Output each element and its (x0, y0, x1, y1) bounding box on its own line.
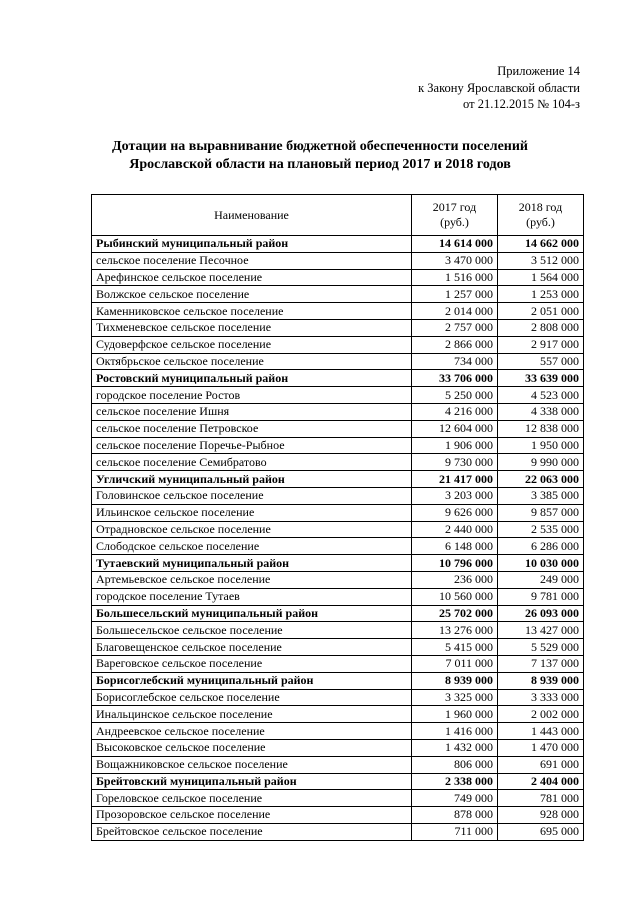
row-value-2018: 2 404 000 (498, 773, 584, 790)
row-value-2018: 2 051 000 (498, 303, 584, 320)
title-line-2: Ярославской области на плановый период 2017 и 2018 годов (129, 157, 511, 172)
table-row (92, 756, 584, 773)
row-value-2017: 33 706 000 (412, 370, 498, 387)
table-row (92, 504, 584, 521)
row-name: сельское поселение Поречье-Рыбное (92, 437, 412, 454)
row-value-2018: 10 030 000 (498, 555, 584, 572)
row-value-2017: 2 866 000 (412, 336, 498, 353)
table-row (92, 252, 584, 269)
table-row (92, 538, 584, 555)
row-name: Тихменевское сельское поселение (92, 319, 412, 336)
row-value-2017: 1 906 000 (412, 437, 498, 454)
row-name: сельское поселение Ишня (92, 403, 412, 420)
row-value-2018: 781 000 (498, 790, 584, 807)
row-name: Тутаевский муниципальный район (92, 555, 412, 572)
row-name: Борисоглебский муниципальный район (92, 672, 412, 689)
row-value-2017: 711 000 (412, 823, 498, 840)
row-value-2017: 6 148 000 (412, 538, 498, 555)
row-name: Слободское сельское поселение (92, 538, 412, 555)
row-name: Волжское сельское поселение (92, 286, 412, 303)
row-name: Андреевское сельское поселение (92, 723, 412, 740)
row-value-2017: 2 757 000 (412, 319, 498, 336)
row-value-2018: 6 286 000 (498, 538, 584, 555)
row-value-2018: 4 523 000 (498, 387, 584, 404)
row-value-2018: 8 939 000 (498, 672, 584, 689)
row-value-2017: 806 000 (412, 756, 498, 773)
table-row (92, 336, 584, 353)
row-name: Каменниковское сельское поселение (92, 303, 412, 320)
row-value-2017: 5 250 000 (412, 387, 498, 404)
row-value-2017: 12 604 000 (412, 420, 498, 437)
table-row (92, 689, 584, 706)
row-value-2018: 3 512 000 (498, 252, 584, 269)
table-row (92, 571, 584, 588)
row-value-2018: 2 535 000 (498, 521, 584, 538)
row-value-2017: 3 470 000 (412, 252, 498, 269)
table-row (92, 437, 584, 454)
row-value-2018: 9 781 000 (498, 588, 584, 605)
row-name: Арефинское сельское поселение (92, 269, 412, 286)
row-value-2018: 691 000 (498, 756, 584, 773)
header-2018 (498, 195, 584, 236)
row-value-2017: 9 626 000 (412, 504, 498, 521)
table-row (92, 303, 584, 320)
row-name: сельское поселение Петровское (92, 420, 412, 437)
table-body (92, 236, 584, 841)
header-2017-unit: (руб.) (440, 215, 469, 229)
table-row (92, 319, 584, 336)
row-value-2017: 10 796 000 (412, 555, 498, 572)
row-name: Гореловское сельское поселение (92, 790, 412, 807)
row-value-2017: 1 416 000 (412, 723, 498, 740)
row-name: Борисоглебское сельское поселение (92, 689, 412, 706)
appendix-law: к Закону Ярославской области (418, 80, 580, 95)
row-value-2017: 5 415 000 (412, 639, 498, 656)
table-row (92, 823, 584, 840)
row-name: городское поселение Тутаев (92, 588, 412, 605)
title-line-1: Дотации на выравнивание бюджетной обеспеченности поселений (112, 139, 528, 154)
header-2018-unit: (руб.) (526, 215, 555, 229)
table-row (92, 387, 584, 404)
row-value-2017: 13 276 000 (412, 622, 498, 639)
row-value-2018: 7 137 000 (498, 655, 584, 672)
row-value-2018: 3 385 000 (498, 487, 584, 504)
row-name: сельское поселение Семибратово (92, 454, 412, 471)
row-value-2018: 26 093 000 (498, 605, 584, 622)
row-name: Ильинское сельское поселение (92, 504, 412, 521)
row-value-2018: 249 000 (498, 571, 584, 588)
row-name: Прозоровское сельское поселение (92, 807, 412, 824)
row-value-2017: 236 000 (412, 571, 498, 588)
district-row (92, 236, 584, 253)
row-value-2018: 33 639 000 (498, 370, 584, 387)
table-row (92, 807, 584, 824)
row-name: Высоковское сельское поселение (92, 739, 412, 756)
row-value-2017: 4 216 000 (412, 403, 498, 420)
row-name: Рыбинский муниципальный район (92, 236, 412, 253)
table-row (92, 790, 584, 807)
table-row (92, 622, 584, 639)
row-value-2017: 25 702 000 (412, 605, 498, 622)
row-value-2018: 22 063 000 (498, 471, 584, 488)
row-value-2017: 1 432 000 (412, 739, 498, 756)
row-value-2018: 9 857 000 (498, 504, 584, 521)
row-name: Октябрьское сельское поселение (92, 353, 412, 370)
row-value-2018: 1 443 000 (498, 723, 584, 740)
row-value-2018: 1 950 000 (498, 437, 584, 454)
row-name: Большесельский муниципальный район (92, 605, 412, 622)
table-row (92, 723, 584, 740)
row-name: Головинское сельское поселение (92, 487, 412, 504)
row-value-2017: 21 417 000 (412, 471, 498, 488)
row-value-2017: 1 516 000 (412, 269, 498, 286)
row-value-2017: 1 960 000 (412, 706, 498, 723)
row-value-2017: 7 011 000 (412, 655, 498, 672)
header-2017 (412, 195, 498, 236)
row-name: сельское поселение Песочное (92, 252, 412, 269)
row-name: Вареговское сельское поселение (92, 655, 412, 672)
appendix-number: Приложение 14 (497, 64, 580, 78)
district-row (92, 555, 584, 572)
header-2018-year: 2018 год (518, 200, 563, 214)
row-name: Благовещенское сельское поселение (92, 639, 412, 656)
table-row (92, 420, 584, 437)
table-row (92, 403, 584, 420)
table-row (92, 639, 584, 656)
row-name: Брейтовское сельское поселение (92, 823, 412, 840)
table-row (92, 286, 584, 303)
row-name: городское поселение Ростов (92, 387, 412, 404)
row-name: Брейтовский муниципальный район (92, 773, 412, 790)
row-value-2018: 3 333 000 (498, 689, 584, 706)
table-row (92, 706, 584, 723)
row-value-2018: 13 427 000 (498, 622, 584, 639)
row-value-2017: 734 000 (412, 353, 498, 370)
row-value-2018: 2 917 000 (498, 336, 584, 353)
row-value-2017: 749 000 (412, 790, 498, 807)
row-name: Отрадновское сельское поселение (92, 521, 412, 538)
table-row (92, 353, 584, 370)
district-row (92, 773, 584, 790)
table-row (92, 269, 584, 286)
row-value-2018: 4 338 000 (498, 403, 584, 420)
row-value-2018: 928 000 (498, 807, 584, 824)
row-value-2018: 5 529 000 (498, 639, 584, 656)
appendix-reference (418, 63, 580, 113)
table-row (92, 521, 584, 538)
district-row (92, 605, 584, 622)
district-row (92, 471, 584, 488)
row-value-2017: 878 000 (412, 807, 498, 824)
row-value-2018: 1 564 000 (498, 269, 584, 286)
row-value-2017: 2 440 000 (412, 521, 498, 538)
table-header-row (92, 195, 584, 236)
row-value-2017: 3 203 000 (412, 487, 498, 504)
district-row (92, 370, 584, 387)
row-name: Большесельское сельское поселение (92, 622, 412, 639)
row-value-2017: 1 257 000 (412, 286, 498, 303)
table-row (92, 739, 584, 756)
row-value-2018: 2 002 000 (498, 706, 584, 723)
row-name: Угличский муниципальный район (92, 471, 412, 488)
row-value-2017: 10 560 000 (412, 588, 498, 605)
header-2017-year: 2017 год (432, 200, 477, 214)
row-value-2017: 2 338 000 (412, 773, 498, 790)
row-value-2017: 3 325 000 (412, 689, 498, 706)
row-value-2018: 1 253 000 (498, 286, 584, 303)
row-value-2017: 9 730 000 (412, 454, 498, 471)
row-value-2018: 14 662 000 (498, 236, 584, 253)
row-name: Артемьевское сельское поселение (92, 571, 412, 588)
district-row (92, 672, 584, 689)
row-name: Судоверфское сельское поселение (92, 336, 412, 353)
row-value-2018: 12 838 000 (498, 420, 584, 437)
subsidies-table (91, 194, 584, 841)
row-name: Инальцинское сельское поселение (92, 706, 412, 723)
row-value-2018: 9 990 000 (498, 454, 584, 471)
row-name: Ростовский муниципальный район (92, 370, 412, 387)
table-row (92, 454, 584, 471)
row-value-2017: 2 014 000 (412, 303, 498, 320)
row-value-2018: 1 470 000 (498, 739, 584, 756)
row-value-2018: 2 808 000 (498, 319, 584, 336)
table-row (92, 588, 584, 605)
row-name: Вощажниковское сельское поселение (92, 756, 412, 773)
row-value-2018: 557 000 (498, 353, 584, 370)
document-title (0, 138, 640, 174)
row-value-2017: 14 614 000 (412, 236, 498, 253)
table-row (92, 655, 584, 672)
header-name: Наименование (92, 195, 412, 236)
row-value-2017: 8 939 000 (412, 672, 498, 689)
table-row (92, 487, 584, 504)
appendix-date: от 21.12.2015 № 104-з (463, 97, 580, 111)
row-value-2018: 695 000 (498, 823, 584, 840)
